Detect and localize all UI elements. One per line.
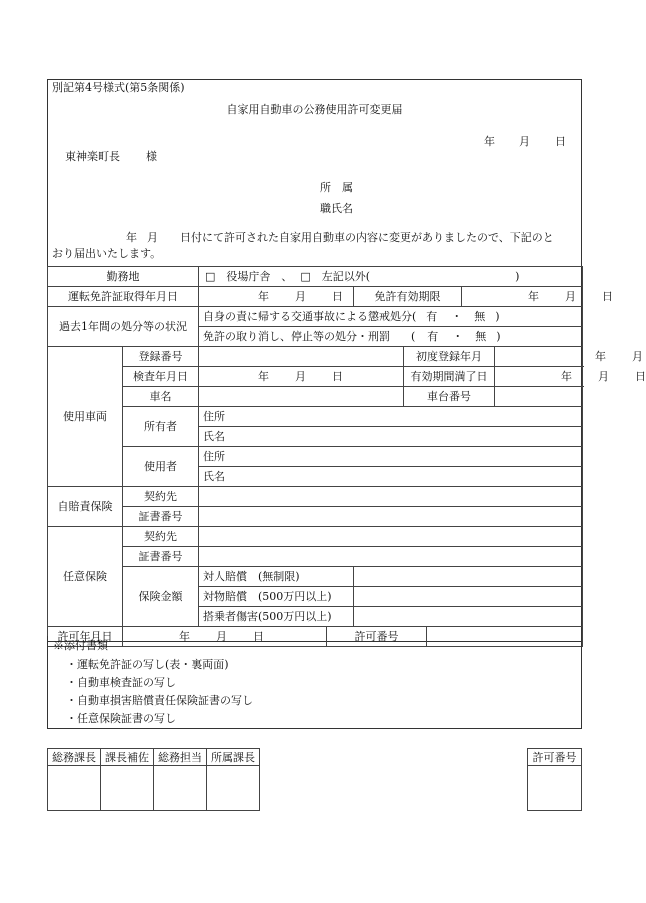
- history-row2-close: ): [496, 329, 501, 343]
- approval-stamps: [47, 748, 260, 811]
- voluntary-label: 任意保険: [48, 527, 123, 627]
- stamp-box[interactable]: [154, 766, 207, 811]
- permit-day: 日: [253, 629, 264, 643]
- property-value[interactable]: [354, 587, 583, 607]
- option-other: □ 左記以外(: [300, 269, 371, 283]
- body-text-line1: 日付にて許可された自家用自動車の内容に変更がありましたので、下記のと: [180, 231, 554, 244]
- permit-month: 月: [216, 629, 227, 643]
- form-table: [47, 266, 646, 647]
- history-row2-yes: 有: [427, 329, 439, 343]
- history-row1-close: ): [495, 309, 500, 323]
- permit-number-label: 許可番号: [327, 627, 427, 647]
- expiry-label: 免許有効期限: [354, 287, 462, 307]
- attachment-item: ・任意保険証書の写し: [66, 712, 176, 725]
- stamp-label-section-chief: 所属課長: [207, 749, 260, 766]
- inspection-day: 日: [332, 369, 343, 383]
- permit-number-box: [527, 748, 582, 811]
- expiry-date[interactable]: [462, 287, 613, 307]
- addressee: 東神楽町長: [65, 150, 120, 163]
- form-header: [47, 79, 582, 267]
- history-row1-yes: 有: [426, 309, 438, 323]
- permit-box-label: 許可番号: [528, 749, 582, 766]
- amount-label: 保険金額: [123, 567, 199, 627]
- name-label: 職氏名: [320, 202, 353, 215]
- inspection-month: 月: [295, 369, 306, 383]
- workplace-options[interactable]: [199, 267, 583, 287]
- permit-box-value[interactable]: [528, 766, 582, 811]
- header-date-day: 日: [555, 135, 566, 148]
- first-reg-label: 初度登録年月: [404, 347, 495, 367]
- owner-label: 所有者: [123, 407, 199, 447]
- option-office: □ 役場庁舎 、: [205, 269, 293, 283]
- body-text-line2: おり届出いたします。: [52, 247, 162, 260]
- first-reg-year: 年: [595, 349, 606, 363]
- addressee-suffix: 様: [146, 150, 157, 163]
- first-reg-month: 月: [632, 349, 643, 363]
- expiry-day: 日: [602, 289, 613, 303]
- permit-year: 年: [179, 629, 190, 643]
- validity-label: 有効期間満了日: [404, 367, 495, 387]
- compulsory-label: 自賠責保険: [48, 487, 123, 527]
- voluntary-insurer-label: 契約先: [123, 527, 199, 547]
- body-date-year: 年: [126, 231, 137, 244]
- permit-date-label: 許可年月日: [48, 627, 123, 647]
- history-row1-no: 無: [474, 309, 486, 323]
- validity-day: 日: [635, 369, 646, 383]
- compulsory-cert-label: 証書番号: [123, 507, 199, 527]
- inspection-value[interactable]: [199, 367, 404, 387]
- license-year: 年: [258, 289, 269, 303]
- expiry-month: 月: [565, 289, 576, 303]
- form-id: 別記第4号様式(第5条関係): [52, 81, 185, 94]
- license-month: 月: [295, 289, 306, 303]
- attachment-item: ・自動車検査証の写し: [66, 676, 176, 689]
- history-label: 過去1年間の処分等の状況: [48, 307, 199, 347]
- history-row2-text: 免許の取り消し、停止等の処分・刑罰: [203, 329, 390, 343]
- passenger-value[interactable]: [354, 607, 583, 627]
- property-label: 対物賠償 (500万円以上): [199, 587, 354, 607]
- history-row2-open: (: [411, 329, 416, 343]
- compulsory-cert-value[interactable]: [199, 507, 583, 527]
- vehicle-label: 使用車両: [48, 347, 123, 487]
- voluntary-cert-value[interactable]: [199, 547, 583, 567]
- compulsory-insurer-value[interactable]: [199, 487, 583, 507]
- chassis-value[interactable]: [495, 387, 583, 407]
- body-date-month: 月: [147, 231, 158, 244]
- validity-value[interactable]: [495, 367, 646, 387]
- user-address[interactable]: 住所: [199, 447, 583, 467]
- header-date-year: 年: [484, 135, 495, 148]
- option-close: ): [515, 269, 520, 283]
- user-label: 使用者: [123, 447, 199, 487]
- first-reg-value[interactable]: [495, 347, 643, 367]
- bodily-value[interactable]: [354, 567, 583, 587]
- license-date[interactable]: [199, 287, 354, 307]
- license-day: 日: [332, 289, 343, 303]
- form-title: 自家用自動車の公務使用許可変更届: [226, 103, 403, 116]
- history-row2-no: 無: [475, 329, 487, 343]
- workplace-label: 勤務地: [48, 267, 199, 287]
- owner-name[interactable]: 氏名: [199, 427, 583, 447]
- history-row1-dot: ・: [451, 309, 463, 323]
- stamp-label-deputy: 課長補佐: [101, 749, 154, 766]
- car-name-value[interactable]: [199, 387, 404, 407]
- user-name[interactable]: 氏名: [199, 467, 583, 487]
- history-row1[interactable]: [199, 307, 583, 327]
- affiliation-label: 所 属: [320, 181, 353, 194]
- reg-number-label: 登録番号: [123, 347, 199, 367]
- stamp-label-general-affairs-chief: 総務課長: [48, 749, 101, 766]
- owner-address[interactable]: 住所: [199, 407, 583, 427]
- stamp-box[interactable]: [48, 766, 101, 811]
- voluntary-insurer-value[interactable]: [199, 527, 583, 547]
- header-date-month: 月: [519, 135, 530, 148]
- attachments-section: [47, 636, 582, 729]
- validity-month: 月: [598, 369, 609, 383]
- stamp-box[interactable]: [207, 766, 260, 811]
- stamp-label-general-affairs-staff: 総務担当: [154, 749, 207, 766]
- history-row2[interactable]: [199, 327, 583, 347]
- validity-year: 年: [561, 369, 572, 383]
- inspection-year: 年: [258, 369, 269, 383]
- chassis-label: 車台番号: [404, 387, 495, 407]
- inspection-label: 検査年月日: [123, 367, 199, 387]
- attachment-item: ・自動車損害賠償責任保険証書の写し: [66, 694, 253, 707]
- reg-number-value[interactable]: [199, 347, 404, 367]
- history-row2-dot: ・: [452, 329, 464, 343]
- voluntary-cert-label: 証書番号: [123, 547, 199, 567]
- attachment-item: ・運転免許証の写し(表・裏両面): [66, 658, 229, 671]
- compulsory-insurer-label: 契約先: [123, 487, 199, 507]
- expiry-year: 年: [528, 289, 539, 303]
- license-label: 運転免許証取得年月日: [48, 287, 199, 307]
- passenger-label: 搭乗者傷害(500万円以上): [199, 607, 354, 627]
- attachments-heading: ※添付書類: [53, 639, 108, 652]
- stamp-box[interactable]: [101, 766, 154, 811]
- history-row1-text: 自身の責に帰する交通事故による懲戒処分(: [203, 309, 417, 323]
- bodily-label: 対人賠償 (無制限): [199, 567, 354, 587]
- car-name-label: 車名: [123, 387, 199, 407]
